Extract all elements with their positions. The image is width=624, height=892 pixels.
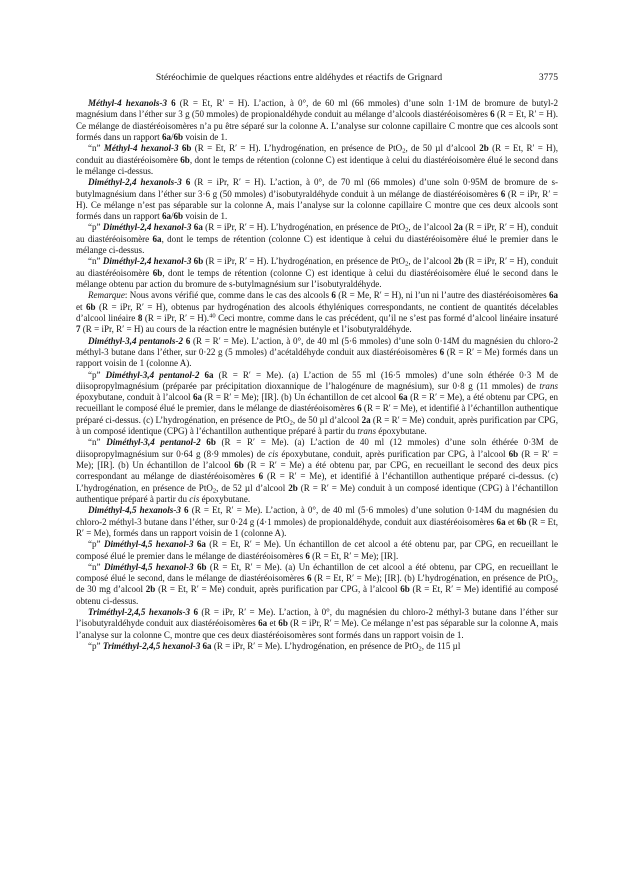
running-title: Stéréochimie de quelques réactions entre aldéhydes et réactifs de Grignard [155,72,443,83]
page-number: 3775 [538,72,558,83]
compound-name: Diméthyl-3,4 pentanol-2 [105,369,200,380]
italic-term: trans [357,426,376,437]
compound-number: 6a [161,131,171,142]
paragraph: Diméthyl-3,4 pentanols-2 6 (R = R′ = Me). L’action, à 0°, de 40 ml (5·6 mmoles) d’une soln 0·14M du magnésien du chloro-2 méthyl-3 butane dans l’éther, sur 0·22 g (5 mmoles) d’acétaldéhyde conduit aux diastéréoisomères 6 (R = R′ = Me) formés dans un rapport voisin de 1 (colonne A). [76,335,558,369]
compound-number: 6 [331,290,336,301]
compound-number: 6b [516,516,527,527]
compound-number: 6 [490,109,495,120]
paragraph: “p” Diméthyl-4,5 hexanol-3 6a (R = Et, R′ = Me). Un échantillon de cet alcool a été obtenu par, par CPG, en recueillant le composé élué le premier dans le mélange de diastéréoisomères 6 (R = Et, R′ = Me); [IR]. [76,539,558,561]
paragraph: Diméthyl-4,5 hexanols-3 6 (R = Et, R′ = Me). L’action, à 0°, de 40 ml (5·6 mmoles) d’une solution 0·14M du magnésien du chloro-2 méthyl-3 butane dans l’éther, sur 0·24 g (4·1 mmoles) de propionaldéhyde, conduit aux diastéréoisomères 6a et 6b (R = Et, R′ = Me), formés dans un rapport voisin de 1 (colonne A). [76,505,558,538]
compound-name: Diméthyl-3,4 pentanols-2 [88,335,183,346]
compound-number: 6b [206,437,216,448]
compound-number: 6b [85,301,96,312]
paragraph: “p” Triméthyl-2,4,5 hexanol-3 6a (R = iPr, R′ = Me). L’hydrogénation, en présence de PtO$_2$, de 115 µl [88,641,461,653]
compound-number: 6a [193,222,203,233]
italic-term: cis [189,493,200,504]
journal-page [76,72,558,652]
compound-number: 6a [192,392,202,403]
compound-number: 6a [152,233,162,244]
compound-number: 6b [196,561,207,572]
compound-number: 7 [76,324,81,335]
italic-term: trans [539,380,558,391]
compound-number: 2b [145,584,156,595]
footnote-ref: 40 [209,312,216,320]
compound-number: 2a [453,222,463,233]
compound-number: 6 [184,505,189,516]
italic-term: cis [268,448,279,459]
compound-number: 6b [278,618,288,629]
compound-number: 6a [398,392,408,403]
article-body [76,98,558,652]
compound-number: 6b [173,131,184,142]
compound-number: 6a [496,516,506,527]
compound-number: 6b [234,460,244,470]
compound-number: 8 [137,312,143,323]
compound-number: 6a [196,539,206,550]
paragraph: “p” Diméthyl-3,4 pentanol-2 6a (R = R′ = Me). (a) L’action de 55 ml (16·5 mmoles) d’une soln éthérée 0·3 M de diisopropylmagnésium (préparée par précipitation dioxannique de l’halogénure de magnésium), sur 0·8 g (11 mmoles) de trans époxybutane, conduit à l’alcool 6a (R = R′ = Me); [IR]. (b) Un échantillon de cet alcool 6a (R = R′ = Me), a été obtenu par CPG, en recueillant le composé élué le premier, dans le mélange de diastéréoisomères 6 (R = R′ = Me), et identifié à l’échantillon authentique préparé ci-dessus. (c) L’hydrogénation, en présence de PtO$_2$, de 50 µl d’alcool 2a (R = R′ = Me) conduit, après purification par CPG, à un composé identique (CPG) à l’échantillon authentique préparé à partir du trans époxybutane. [76,369,558,437]
subscript: 2 [552,577,556,585]
compound-name: Méthyl-4 hexanols-3 [88,98,167,108]
compound-number: 2b [453,256,464,267]
paragraph: “p” Diméthyl-2,4 hexanol-3 6a (R = iPr, R′ = H). L’hydrogénation, en présence de PtO$_2$, de l’alcool 2a (R = iPr, R′ = H), conduit au diastéréoisomère 6a, dont le temps de rétention (colonne C) est identique à celui du diastéréoisomère élué le premier dans le mélange ci-dessus. [76,222,559,256]
compound-number: 2b [479,143,489,154]
compound-name: Diméthyl-4,5 hexanols-3 [88,505,181,516]
compound-number: 2a [361,414,371,425]
compound-number: 6 [193,607,198,618]
compound-name: Triméthyl-2,4,5 hexanol-3 [102,641,201,651]
subscript: 2 [405,260,409,268]
compound-name: Méthyl-4 hexanol-3 [103,143,179,154]
compound-number: 6a [548,290,558,301]
paragraph: Remarque: Nous avons vérifié que, comme dans le cas des alcools 6 (R = Me, R′ = H), ni l’un ni l’autre des diastéréoisomères 6a et 6b (R = iPr, R′ = H), obtenus par hydrogénation des alcools éthyléniques correspondants, ne contient de quantités décelables d’alcool linéaire 8 (R = iPr, R′ = H).$^{40}$ Ceci montre, comme dans le cas précédent, qu’il ne s’est pas formé d’alcool linéaire insaturé 7 (R = iPr, R′ = H) au cours de la réaction entre le magnésien butényle et l’isobutyraldéhyde. [76,290,559,335]
subscript: 2 [289,419,293,427]
paragraph: Diméthyl-2,4 hexanols-3 6 (R = iPr, R′ = H). L’action, à 0°, de 70 ml (66 mmoles) d’une soln 0·95M de bromure de s-butylmagnésium dans l’éther sur 3·6 g (50 mmoles) d’isobutyraldéhyde conduit à un mélange de diastéréoisomères 6 (R = iPr, R′ = H). Ce mélange n’est pas séparable sur la colonne A, mais l’analyse sur la colonne capillaire C montre que ces deux alcools sont formés dans un rapport 6a/6b voisin de 1. [76,177,558,222]
paragraph: “n” Diméthyl-4,5 hexanol-3 6b (R = Et, R′ = Me). (a) Un échantillon de cet alcool a été obtenu, par CPG, en recueillant le composé élué le second, dans le mélange de diastéréoisomères 6 (R = Et, R′ = Me); [IR]. (b) L’hydrogénation, en présence de PtO$_2$, de 30 mg d’alcool 2b (R = Et, R′ = Me) conduit, après purification par CPG, à l’alcool 6b (R = Et, R′ = Me) identifié au composé obtenu ci-dessus. [76,561,558,606]
compound-number: 6 [307,573,312,584]
compound-number: 2b [288,482,298,493]
compound-number: 6a [202,641,212,651]
paragraph: “n” Méthyl-4 hexanol-3 6b (R = Et, R′ = H). L’hydrogénation, en présence de PtO$_2$, de 50 µl d’alcool 2b (R = Et, R′ = H), conduit au diastéréoisomère 6b, dont le temps de rétention (colonne C) est identique à celui du diastéréoisomère élué le second dans le mélange ci-dessus. [76,143,558,176]
compound-number: 6b [181,143,192,154]
paragraph: Méthyl-4 hexanols-3 6 (R = Et, R′ = H). L’action, à 0°, de 60 ml (66 mmoles) d’une soln 1·1M de bromure de butyl-2 magnésium dans l’éther sur 3 g (50 mmoles) de propionaldéhyde conduit au mélange d’alcools diastéréoisomères 6 (R = Et, R′ = H). Ce mélange de diastéréoisomères n’a pu être séparé sur la colonne A. L’analyse sur colonne capillaire C montre que ces alcools sont formés dans un rapport 6a/6b voisin de 1. [76,98,558,142]
subscript: 2 [402,147,406,155]
compound-number: 6b [180,154,190,165]
compound-number: 6b [508,448,519,459]
compound-number: 6a [258,618,268,629]
compound-number: 6 [171,98,176,108]
compound-name: Diméthyl-2,4 hexanol-3 [102,256,192,267]
compound-number: 6b [152,267,163,278]
paragraph: “n” Diméthyl-2,4 hexanol-3 6b (R = iPr, R′ = H). L’hydrogénation, en présence de PtO$_2$, de l’alcool 2b (R = iPr, R′ = H), conduit au diastéréoisomère 6b, dont le temps de rétention (colonne C) est identique à celui du diastéréoisomère élué le second dans le mélange obtenu par action du bromure de s-butylmagnésium sur l’isobutyraldéhyde. [76,256,559,289]
compound-name: Diméthyl-2,4 hexanols-3 [88,177,182,188]
compound-name: Diméthyl-3,4 pentanol-2 [106,437,201,448]
compound-number: 6 [258,471,264,482]
paragraph: Triméthyl-2,4,5 hexanols-3 6 (R = iPr, R′ = Me). L’action, à 0°, du magnésien du chloro-2 méthyl-3 butane dans l’éther sur l’isobutyraldéhyde conduit aux diastéréoisomères 6a et 6b (R = iPr, R′ = Me). Ce mélange n’est pas séparable sur la colonne A, mais l’analyse sur la colonne C, montre que ces deux diastéréoisomères sont formés dans un rapport voisin de 1. [76,607,558,640]
compound-name: Diméthyl-4,5 hexanol-3 [103,539,194,550]
paragraph: “n” Diméthyl-3,4 pentanol-2 6b (R = R′ = Me). (a) L’action de 40 ml (12 mmoles) d’une soln éthérée 0·3M de diisopropylmagnésium sur 0·64 g (8·9 mmoles) de cis époxybutane, conduit, après purification par CPG, à l’alcool 6b (R = R′ = Me); [IR]. (b) Un échantillon de l’alcool 6b (R = R′ = Me) a été obtenu par, par CPG, en recueillant le second des deux pics correspondant au mélange de diastéréoisomères 6 (R = R′ = Me), et identifié à l’échantillon authentique préparé ci-dessus. (c) L’hydrogénation, en présence de PtO$_2$, de 52 µl d’alcool 2b (R = R′ = Me) conduit à un composé identique (CPG) à l’échantillon authentique préparé à partir du cis époxybutane. [76,437,559,504]
compound-number: 6a [204,369,214,380]
compound-name: Diméthyl-4,5 hexanol-3 [103,561,194,572]
subscript: 2 [212,487,217,495]
compound-name: Diméthyl-2,4 hexanol-3 [102,222,192,233]
compound-number: 6b [193,256,204,267]
compound-number: 6b [173,211,184,222]
subscript: 2 [418,645,422,653]
compound-number: 6 [357,403,362,414]
compound-number: 6b [400,584,410,595]
compound-number: 6 [185,177,191,188]
compound-name: Triméthyl-2,4,5 hexanols-3 [88,607,191,618]
italic-term: Remarque [88,290,125,301]
compound-number: 6 [185,335,191,346]
compound-number: 6a [161,211,171,222]
compound-number: 6 [500,188,506,199]
running-header [76,72,558,88]
compound-number: 6 [305,550,310,561]
subscript: 2 [405,226,409,234]
compound-number: 6 [439,346,445,357]
